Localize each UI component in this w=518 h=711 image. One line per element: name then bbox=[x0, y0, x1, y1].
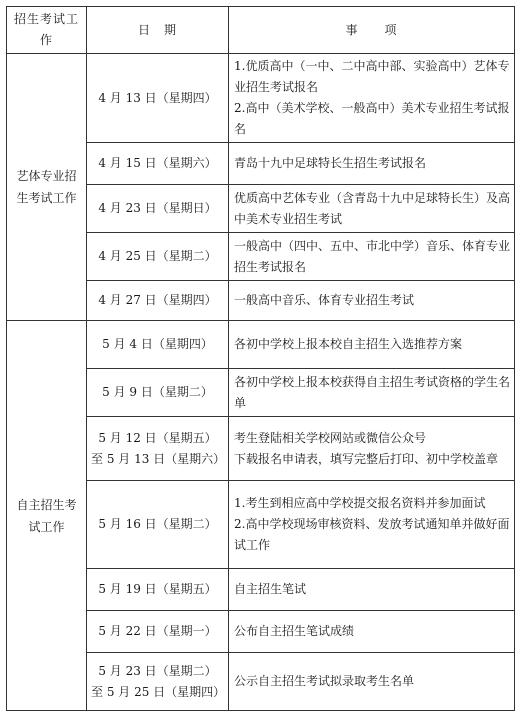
item-text: 各初中学校上报本校获得自主招生考试资格的学生名单 bbox=[234, 374, 511, 410]
date-cell bbox=[87, 143, 229, 185]
item-cell bbox=[229, 417, 515, 481]
date-cell bbox=[87, 481, 229, 569]
item-cell bbox=[229, 481, 515, 569]
item-text: 一般高中（四中、五中、市北中学）音乐、体育专业招生考试报名 bbox=[234, 238, 511, 274]
date-text: 至 5 月 13 日（星期六） bbox=[91, 451, 226, 466]
header-category: 招生考试工作 bbox=[7, 7, 87, 54]
item-cell bbox=[229, 185, 515, 233]
date-cell bbox=[87, 569, 229, 611]
date-text: 4 月 25 日（星期二） bbox=[98, 249, 217, 263]
date-cell bbox=[87, 54, 229, 143]
table-row bbox=[7, 54, 515, 143]
item-cell bbox=[229, 281, 515, 321]
category-cell: 自主招生考试工作 bbox=[7, 321, 87, 711]
item-text: 1.优质高中（一中、二中高中部、实验高中）艺体专业招生考试报名 bbox=[234, 59, 510, 94]
date-text: 5 月 4 日（星期四） bbox=[102, 337, 213, 351]
date-text: 4 月 23 日（星期日） bbox=[98, 201, 217, 215]
item-text: 公示自主招生考试拟录取考生名单 bbox=[234, 674, 415, 688]
item-cell bbox=[229, 653, 515, 711]
header-item: 事 项 bbox=[229, 7, 515, 54]
item-text: 2.高中（美术学校、一般高中）美术专业招生考试报名 bbox=[234, 101, 510, 136]
date-text: 5 月 9 日（星期二） bbox=[102, 385, 213, 399]
date-cell bbox=[87, 369, 229, 417]
item-cell bbox=[229, 321, 515, 369]
item-cell bbox=[229, 54, 515, 143]
item-cell bbox=[229, 569, 515, 611]
date-text: 5 月 12 日（星期五） bbox=[98, 430, 217, 445]
date-text: 4 月 15 日（星期六） bbox=[98, 156, 217, 170]
item-cell bbox=[229, 233, 515, 281]
date-cell bbox=[87, 321, 229, 369]
date-text: 至 5 月 25 日（星期四） bbox=[91, 684, 226, 699]
schedule-table bbox=[6, 6, 515, 711]
date-cell bbox=[87, 417, 229, 481]
item-cell bbox=[229, 369, 515, 417]
item-text: 各初中学校上报本校自主招生入选推荐方案 bbox=[234, 337, 463, 351]
item-text: 优质高中艺体专业（含青岛十九中足球特长生）及高中美术专业招生考试 bbox=[234, 190, 511, 226]
item-text: 下载报名申请表，填写完整后打印、初中学校盖章 bbox=[234, 451, 499, 466]
date-cell bbox=[87, 653, 229, 711]
date-text: 4 月 13 日（星期四） bbox=[98, 90, 217, 105]
item-text: 自主招生笔试 bbox=[234, 582, 307, 596]
item-cell bbox=[229, 143, 515, 185]
table-row bbox=[7, 321, 515, 369]
item-text: 考生登陆相关学校网站或微信公众号 bbox=[234, 430, 427, 445]
header-date: 日 期 bbox=[87, 7, 229, 54]
item-text: 青岛十九中足球特长生招生考试报名 bbox=[234, 156, 427, 170]
date-text: 5 月 23 日（星期二） bbox=[98, 663, 217, 678]
date-text: 4 月 27 日（星期四） bbox=[98, 293, 217, 307]
date-cell bbox=[87, 281, 229, 321]
category-cell: 艺体专业招生考试工作 bbox=[7, 54, 87, 321]
item-cell bbox=[229, 611, 515, 653]
date-text: 5 月 19 日（星期五） bbox=[98, 582, 217, 596]
item-text: 1.考生到相应高中学校提交报名资料并参加面试 bbox=[234, 496, 486, 510]
item-text: 一般高中音乐、体育专业招生考试 bbox=[234, 293, 415, 307]
item-text: 公布自主招生笔试成绩 bbox=[234, 624, 355, 638]
date-text: 5 月 22 日（星期一） bbox=[98, 624, 217, 638]
date-cell bbox=[87, 233, 229, 281]
date-cell bbox=[87, 611, 229, 653]
date-cell bbox=[87, 185, 229, 233]
header-row bbox=[7, 7, 515, 54]
date-text: 5 月 16 日（星期二） bbox=[98, 517, 217, 531]
item-text: 2.高中学校现场审核资料、发放考试通知单并做好面试工作 bbox=[234, 517, 510, 552]
